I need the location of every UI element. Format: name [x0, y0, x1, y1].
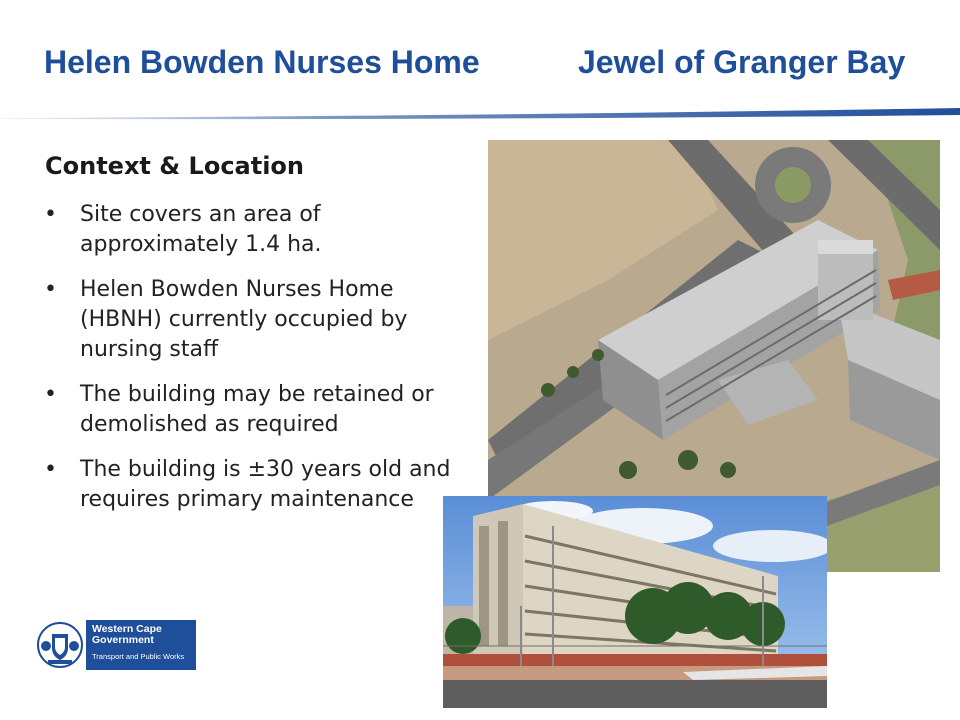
list-item — [44, 455, 474, 515]
section-heading: Context & Location — [45, 152, 305, 180]
slide-title-right: Jewel of Granger Bay — [578, 44, 906, 80]
logo-text-box — [86, 620, 196, 670]
bullet-marker: • — [44, 202, 57, 227]
logo-line-3: Transport and Public Works — [92, 652, 185, 661]
bullet-marker: • — [44, 457, 57, 482]
bullet-marker: • — [44, 382, 57, 407]
list-item — [44, 380, 474, 440]
coat-of-arms-icon — [34, 620, 86, 670]
bullet-marker: • — [44, 277, 57, 302]
bullet-text: The building may be retained or demolished as required — [80, 382, 434, 437]
bullet-text: Helen Bowden Nurses Home (HBNH) currently occupied by nursing staff — [80, 277, 408, 362]
logo-line-2: Government — [92, 634, 154, 646]
western-cape-government-logo — [34, 620, 196, 670]
street-photo — [443, 496, 827, 708]
slide-title: Helen Bowden Nurses Home — [44, 44, 480, 80]
logo-line-1: Western Cape — [92, 623, 162, 635]
title-divider-swoosh — [0, 100, 960, 130]
bullet-list — [44, 200, 474, 530]
bullet-text: Site covers an area of approximately 1.4 ha. — [80, 202, 322, 257]
list-item — [44, 200, 474, 260]
bullet-text: The building is ±30 years old and requires primary maintenance — [80, 457, 451, 512]
list-item — [44, 275, 474, 365]
